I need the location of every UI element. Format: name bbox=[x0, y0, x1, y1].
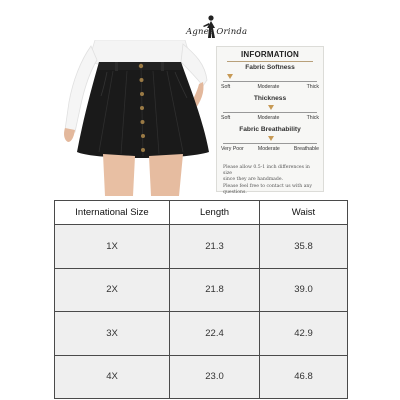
cell-waist: 35.8 bbox=[260, 225, 348, 269]
header-international-size: International Size bbox=[54, 200, 170, 225]
section-title-thickness: Thickness bbox=[253, 95, 287, 102]
scale-softness bbox=[221, 84, 319, 90]
table-row bbox=[54, 312, 348, 356]
scale-line bbox=[223, 143, 317, 144]
information-title: INFORMATION bbox=[240, 50, 300, 59]
table-row bbox=[54, 356, 348, 400]
note-line: Please allow 0.5-1 inch differences in size bbox=[223, 165, 310, 177]
table-header-row bbox=[54, 200, 348, 225]
scale-option: Moderate bbox=[257, 84, 280, 90]
scale-option: Thick bbox=[306, 84, 319, 90]
selected-marker-icon bbox=[268, 136, 274, 141]
note-line: Please feel free to contact us with any questions. bbox=[223, 183, 312, 195]
model-wearing-skirt bbox=[55, 40, 225, 196]
cell-size: 2X bbox=[54, 269, 170, 313]
scale-option: Soft bbox=[221, 115, 231, 121]
cell-size: 4X bbox=[54, 356, 170, 400]
cell-waist: 42.9 bbox=[260, 312, 348, 356]
cell-waist: 46.8 bbox=[260, 356, 348, 400]
section-title-softness: Fabric Softness bbox=[245, 64, 295, 71]
size-note bbox=[223, 165, 319, 196]
scale-option: Very Poor bbox=[221, 146, 244, 152]
selected-marker-icon bbox=[227, 74, 233, 79]
cell-length: 21.8 bbox=[170, 269, 260, 313]
table-row bbox=[54, 269, 348, 313]
header-length: Length bbox=[170, 200, 260, 225]
cell-size: 1X bbox=[54, 225, 170, 269]
scale-line bbox=[223, 81, 317, 82]
scale-line bbox=[223, 112, 317, 113]
scale-breathability bbox=[221, 146, 319, 152]
section-title-breathability: Fabric Breathability bbox=[239, 126, 301, 133]
scale-thickness bbox=[221, 115, 319, 121]
cell-length: 22.4 bbox=[170, 312, 260, 356]
divider bbox=[227, 61, 313, 62]
cell-size: 3X bbox=[54, 312, 170, 356]
scale-option: Moderate bbox=[257, 146, 280, 152]
product-photo-area bbox=[0, 0, 400, 196]
cell-waist: 39.0 bbox=[260, 269, 348, 313]
cell-length: 21.3 bbox=[170, 225, 260, 269]
scale-option: Moderate bbox=[257, 115, 280, 121]
scale-option: Breathable bbox=[293, 146, 319, 152]
brand-name: Agnes Orinda bbox=[186, 27, 248, 37]
scale-option: Thick bbox=[306, 115, 319, 121]
selected-marker-icon bbox=[268, 105, 274, 110]
cell-length: 23.0 bbox=[170, 356, 260, 400]
scale-option: Soft bbox=[221, 84, 231, 90]
table-row bbox=[54, 225, 348, 269]
size-chart-table bbox=[54, 200, 348, 399]
header-waist: Waist bbox=[260, 200, 348, 225]
information-card bbox=[216, 46, 324, 195]
note-line: since they are handmade. bbox=[223, 177, 284, 183]
